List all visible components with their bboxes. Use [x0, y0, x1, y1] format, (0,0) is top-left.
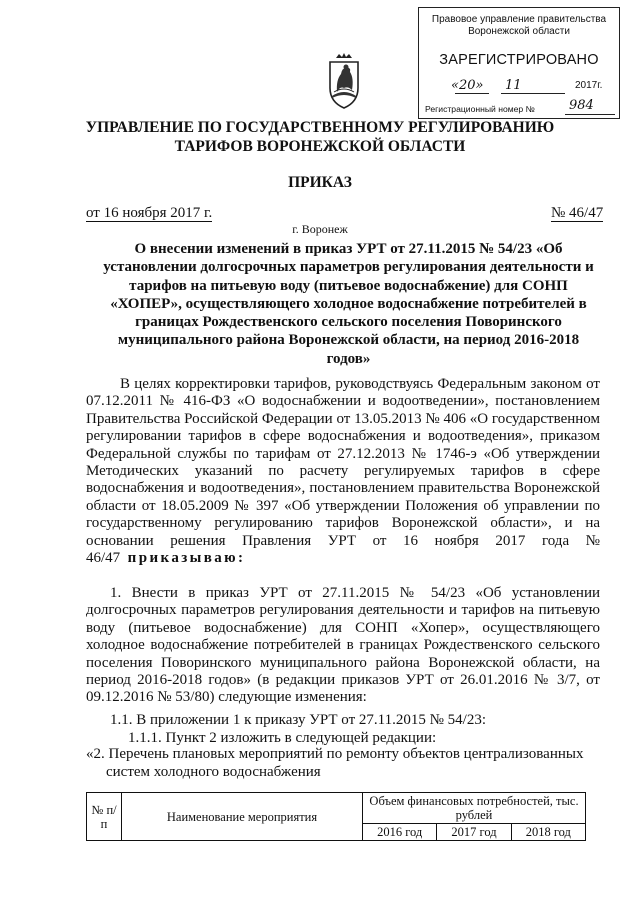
item-1-paragraph: 1. Внести в приказ УРТ от 27.11.2015 № 54/23 «Об установлении долгосрочных параметров регулирования деятельности и тарифов на питьевую воду (питьевое водоснабжение) для СОНП «Хопер», осуществляющего холодное водоснабжение потребителей в границах Рождественского сельского поселения Поворинского муниципального района Воронежской области, на период 2016-2018 годов» (в редакции приказов УРТ от 26.01.2016 № 3/7, от 09.12.2016 № 53/80) следующие изменения: — [86, 585, 600, 706]
col-number-header: № п/п — [87, 793, 122, 841]
document-type: ПРИКАЗ — [288, 174, 352, 191]
organization-line2: ТАРИФОВ ВОРОНЕЖСКОЙ ОБЛАСТИ — [174, 138, 466, 155]
col-year-2016: 2016 год — [363, 824, 437, 841]
quote-line-2: систем холодного водоснабжения — [106, 764, 321, 780]
stamp-date — [451, 78, 611, 96]
order-date: от 16 ноября 2017 г. — [86, 205, 213, 221]
item-1-1-1: 1.1.1. Пункт 2 изложить в следующей редакции: — [128, 730, 437, 746]
item-1-1: 1.1. В приложении 1 к приказу УРТ от 27.11.2015 № 54/23: — [110, 712, 487, 728]
stamp-day: «20» — [451, 78, 484, 93]
col-name-header: Наименование мероприятия — [122, 793, 363, 841]
organization-title — [60, 118, 580, 156]
coat-of-arms-icon — [324, 52, 364, 112]
preamble-paragraph — [86, 376, 600, 567]
registration-stamp — [418, 7, 620, 119]
stamp-year: 2017г. — [575, 80, 603, 91]
stamp-month-underline — [501, 93, 565, 94]
col-year-2018: 2018 год — [511, 824, 585, 841]
order-city: г. Воронеж — [292, 222, 348, 236]
stamp-reg-number — [425, 98, 615, 114]
stamp-authority — [419, 14, 619, 38]
order-subject: О внесении изменений в приказ УРТ от 27.11.2015 № 54/23 «Об установлении долгосрочных параметров регулирования деятельности и тарифов на питьевую воду (питьевое водоснабжение) для СОНП «ХОПЕР», осуществляющего холодное водоснабжение потребителей в границах Рождественского сельского поселения Поворинского муниципального района Воронежской области, на период 2016-2018 годов» — [103, 241, 594, 367]
stamp-reg-underline — [565, 114, 615, 115]
stamp-reg-label: Регистрационный номер № — [425, 104, 535, 114]
stamp-month: 11 — [505, 78, 522, 93]
organization-line1: УПРАВЛЕНИЕ ПО ГОСУДАРСТВЕННОМУ РЕГУЛИРОВАНИЮ — [85, 119, 555, 136]
table-header-row — [87, 793, 586, 824]
order-word: приказываю: — [127, 550, 246, 567]
order-number: № 46/47 — [551, 205, 604, 221]
col-year-2017: 2017 год — [437, 824, 511, 841]
quote-line-1: «2. Перечень плановых мероприятий по ремонту объектов централизованных — [86, 746, 584, 762]
stamp-authority-line2: Воронежской области — [468, 26, 570, 37]
preamble-text: В целях корректировки тарифов, руководствуясь Федеральным законом от 07.12.2011 № 416-ФЗ «О водоснабжении и водоотведении», постановлением Правительства Российской Федерации от 13.05.2013 № 406 «О государственном регулировании тарифов в сфере водоснабжения и водоотведения», приказом Федеральной службы по тарифам от 27.12.2013 № 1746-э «Об утверждении Методических указаний по расчету регулируемых тарифов в сфере водоснабжения и водоотведения», постановлением правительства Воронежской области от 18.05.2009 № 397 «Об утверждении Положения об управлении по государственному регулированию тарифов Воронежской области», и на основании решения Правления УРТ от 16 ноября 2017 года № 46/47 — [86, 376, 600, 567]
stamp-reg-value: 984 — [569, 98, 594, 113]
plan-table — [86, 792, 586, 841]
col-finance-header: Объем финансовых потребностей, тыс. рублей — [363, 793, 586, 824]
stamp-day-underline — [455, 93, 489, 94]
stamp-registered: ЗАРЕГИСТРИРОВАНО — [439, 52, 599, 68]
stamp-authority-line1: Правовое управление правительства — [431, 14, 607, 25]
